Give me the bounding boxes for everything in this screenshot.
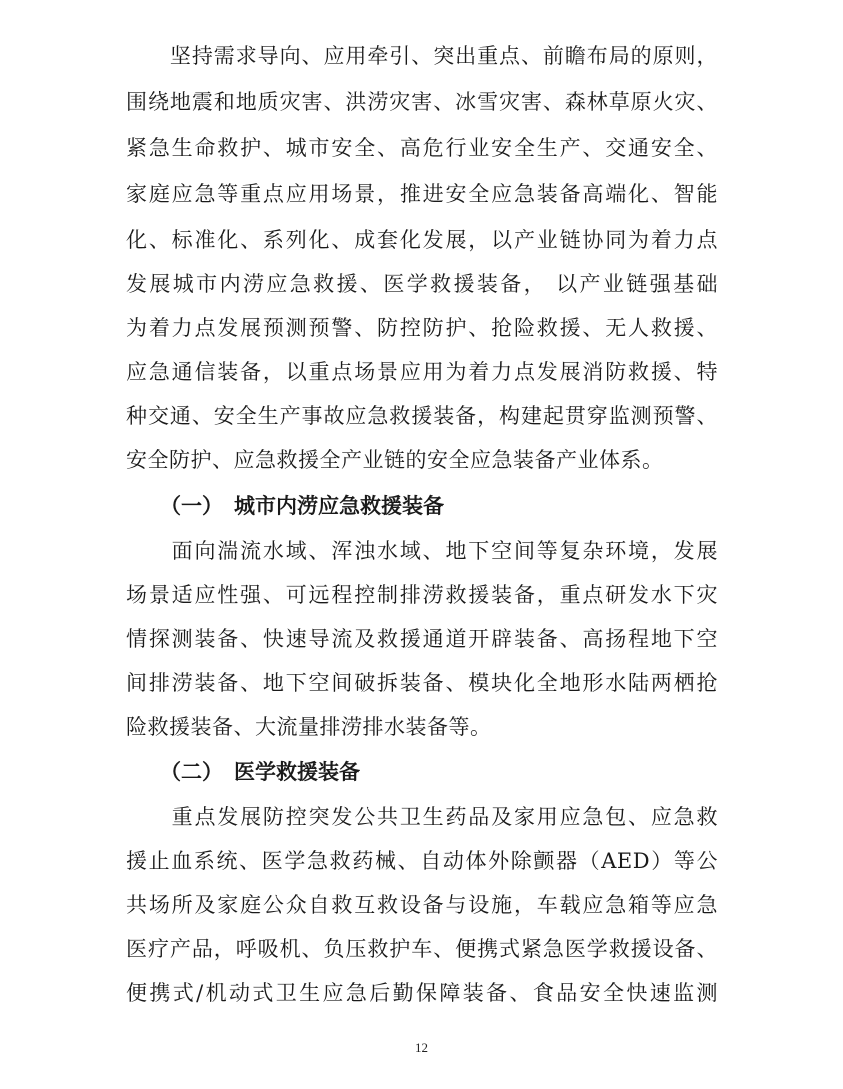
paragraph-1-line-8: 应急通信装备，以重点场景应用为着力点发展消防救援、特 — [126, 360, 718, 384]
section-heading-2-title: 医学救援装备 — [234, 760, 360, 784]
paragraph-1-line-2: 围绕地震和地质灾害、洪涝灾害、冰雪灾害、森林草原火灾、 — [126, 90, 718, 114]
paragraph-3-line-5: 便携式/机动式卫生应急后勤保障装备、食品安全快速监测 — [126, 981, 718, 1005]
section-heading-2 — [126, 757, 360, 787]
section-heading-2-number: （二） — [160, 760, 223, 784]
paragraph-3-line-4: 医疗产品，呼吸机、负压救护车、便携式紧急医学救援设备、 — [126, 937, 718, 961]
paragraph-3-line-1: 重点发展防控突发公共卫生药品及家用应急包、应急救 — [126, 805, 718, 829]
paragraph-1-line-4: 家庭应急等重点应用场景，推进安全应急装备高端化、智能 — [126, 182, 718, 206]
section-heading-1-title: 城市内涝应急救援装备 — [234, 494, 444, 518]
paragraph-2-line-1: 面向湍流水域、浑浊水域、地下空间等复杂环境，发展 — [126, 539, 718, 563]
section-heading-1-number: （一） — [160, 494, 223, 518]
section-heading-1 — [126, 491, 444, 521]
paragraph-2-line-4: 间排涝装备、地下空间破拆装备、模块化全地形水陆两栖抢 — [126, 671, 718, 695]
paragraph-1-line-1: 坚持需求导向、应用牵引、突出重点、前瞻布局的原则， — [126, 44, 718, 68]
paragraph-1-line-10: 安全防护、应急救援全产业链的安全应急装备产业体系。 — [126, 448, 664, 472]
paragraph-2-line-3: 情探测装备、快速导流及救援通道开辟装备、高扬程地下空 — [126, 627, 718, 651]
paragraph-1-line-7: 为着力点发展预测预警、防控防护、抢险救援、无人救援、 — [126, 316, 718, 340]
page-number: 12 — [415, 1040, 428, 1055]
paragraph-1-line-3: 紧急生命救护、城市安全、高危行业安全生产、交通安全、 — [126, 136, 718, 160]
paragraph-3-line-2: 援止血系统、医学急救药械、自动体外除颤器（AED）等公 — [126, 849, 718, 873]
paragraph-1-line-9: 种交通、安全生产事故应急救援装备，构建起贯穿监测预警、 — [126, 404, 718, 428]
paragraph-1-line-5: 化、标准化、系列化、成套化发展，以产业链协同为着力点 — [126, 228, 718, 252]
paragraph-3-line-3: 共场所及家庭公众自救互救设备与设施，车载应急箱等应急 — [126, 893, 718, 917]
paragraph-2-line-2: 场景适应性强、可远程控制排涝救援装备，重点研发水下灾 — [126, 583, 718, 607]
paragraph-1-line-6: 发展城市内涝应急救援、医学救援装备， 以产业链强基础 — [126, 272, 718, 296]
paragraph-2-line-5: 险救援装备、大流量排涝排水装备等。 — [126, 715, 492, 739]
